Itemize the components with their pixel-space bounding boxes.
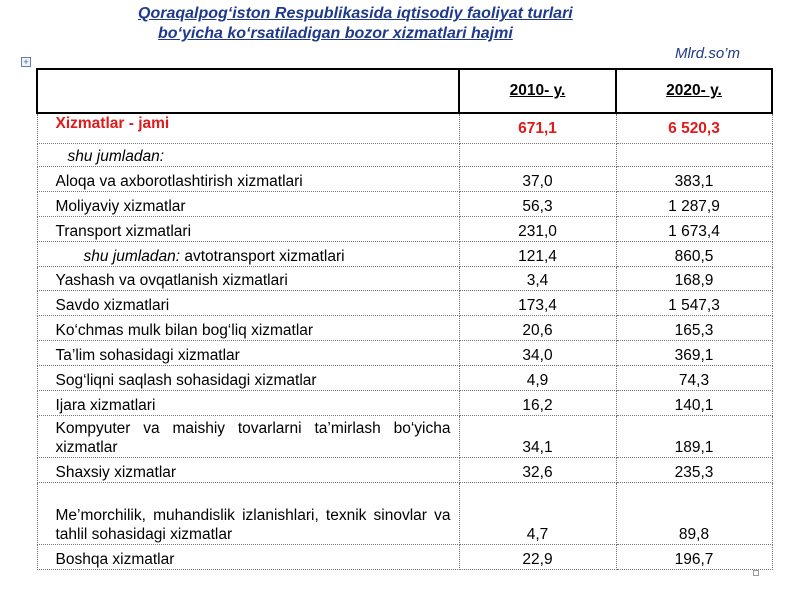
table-header-row: [37, 69, 772, 113]
row-2020: 168,9: [616, 266, 772, 290]
unit-label: Mlrd.so’m: [674, 45, 740, 62]
row-2020: 369,1: [616, 340, 772, 365]
header-2010-cell: [459, 69, 616, 113]
title-line-2: bo‘yicha ko‘rsatiladigan bozor xizmatlari hajmi: [158, 25, 513, 42]
row-2020: 1 673,4: [616, 216, 772, 241]
header-name-cell: [37, 69, 459, 113]
row-name: Sog‘liqni saqlash sohasidagi xizmatlar: [37, 365, 459, 390]
subheading-text: [37, 143, 459, 166]
row-2020: 189,1: [616, 415, 772, 457]
table-resize-handle-icon[interactable]: [753, 570, 759, 576]
title-line-1: Qoraqalpog‘iston Respublikasida iqtisodiy faoliyat turlari: [138, 5, 573, 22]
row-name: Boshqa xizmatlar: [37, 544, 459, 569]
table-row: [37, 191, 772, 216]
row-2020: 383,1: [616, 166, 772, 191]
row-name: Transport xizmatlari: [37, 216, 459, 241]
row-name: Ijara xizmatlari: [37, 390, 459, 415]
transport-sub-2020: 860,5: [616, 241, 772, 266]
row-2010: 231,0: [459, 216, 616, 241]
row-2020: 89,8: [616, 482, 772, 544]
row-name: Aloqa va axborotlashtirish xizmatlari: [37, 166, 459, 191]
table-row: [37, 365, 772, 390]
row-2020: 235,3: [616, 457, 772, 482]
row-2010: 56,3: [459, 191, 616, 216]
table-row: [37, 266, 772, 290]
transport-sub-name: [37, 241, 459, 266]
transport-sub-row: [37, 241, 772, 266]
row-2020: 196,7: [616, 544, 772, 569]
row-2010: 16,2: [459, 390, 616, 415]
transport-sub-label: avtotransport xizmatlari: [180, 247, 345, 265]
table-row: [37, 290, 772, 315]
transport-sub-2010: 121,4: [459, 241, 616, 266]
row-name: Ta’lim sohasidagi xizmatlar: [37, 340, 459, 365]
row-name: Moliyaviy xizmatlar: [37, 191, 459, 216]
row-name: Kompyuter va maishiy tovarlarni ta’mirlash bo‘yicha xizmatlar: [37, 415, 459, 457]
row-2020: 74,3: [616, 365, 772, 390]
header-2020-cell: [616, 69, 772, 113]
row-2010: 37,0: [459, 166, 616, 191]
table-row: [37, 315, 772, 340]
row-name: Yashash va ovqatlanish xizmatlari: [37, 266, 459, 290]
row-2020: 165,3: [616, 315, 772, 340]
row-2010: 4,9: [459, 365, 616, 390]
row-2010: 20,6: [459, 315, 616, 340]
row-2010: 4,7: [459, 482, 616, 544]
table-row: [37, 544, 772, 569]
table-row: [37, 457, 772, 482]
subheading-2010: [459, 143, 616, 166]
subheading-2020: [616, 143, 772, 166]
transport-sub-prefix: shu jumladan:: [83, 247, 181, 265]
table-move-handle-icon[interactable]: +: [21, 57, 31, 67]
row-2010: 3,4: [459, 266, 616, 290]
row-2020: 1 287,9: [616, 191, 772, 216]
services-table: [36, 68, 773, 570]
row-2010: 32,6: [459, 457, 616, 482]
row-name: Ko‘chmas mulk bilan bog‘liq xizmatlar: [37, 315, 459, 340]
row-2020: 140,1: [616, 390, 772, 415]
row-2010: 173,4: [459, 290, 616, 315]
total-2020: 6 520,3: [616, 113, 772, 143]
total-name: Xizmatlar - jami: [37, 113, 459, 143]
total-2010: 671,1: [459, 113, 616, 143]
header-2020-label: 2020- y.: [666, 82, 722, 99]
row-2010: 34,0: [459, 340, 616, 365]
table-row: [37, 216, 772, 241]
table-row: [37, 166, 772, 191]
total-row: [37, 113, 772, 143]
subheading-label: shu jumladan:: [67, 147, 165, 165]
table-row: [37, 415, 772, 457]
header-2010-label: 2010- y.: [509, 82, 566, 99]
subheading-row: [37, 143, 772, 166]
row-name: Shaxsiy xizmatlar: [37, 457, 459, 482]
row-name: Savdo xizmatlari: [37, 290, 459, 315]
row-2010: 34,1: [459, 415, 616, 457]
row-name: Me’morchilik, muhandislik izlanishlari, texnik sinovlar va tahlil sohasidagi xizmatlar: [37, 482, 459, 544]
table-row: [37, 482, 772, 544]
row-2010: 22,9: [459, 544, 616, 569]
document-title: [120, 4, 760, 44]
table-row: [37, 390, 772, 415]
row-2020: 1 547,3: [616, 290, 772, 315]
table-row: [37, 340, 772, 365]
